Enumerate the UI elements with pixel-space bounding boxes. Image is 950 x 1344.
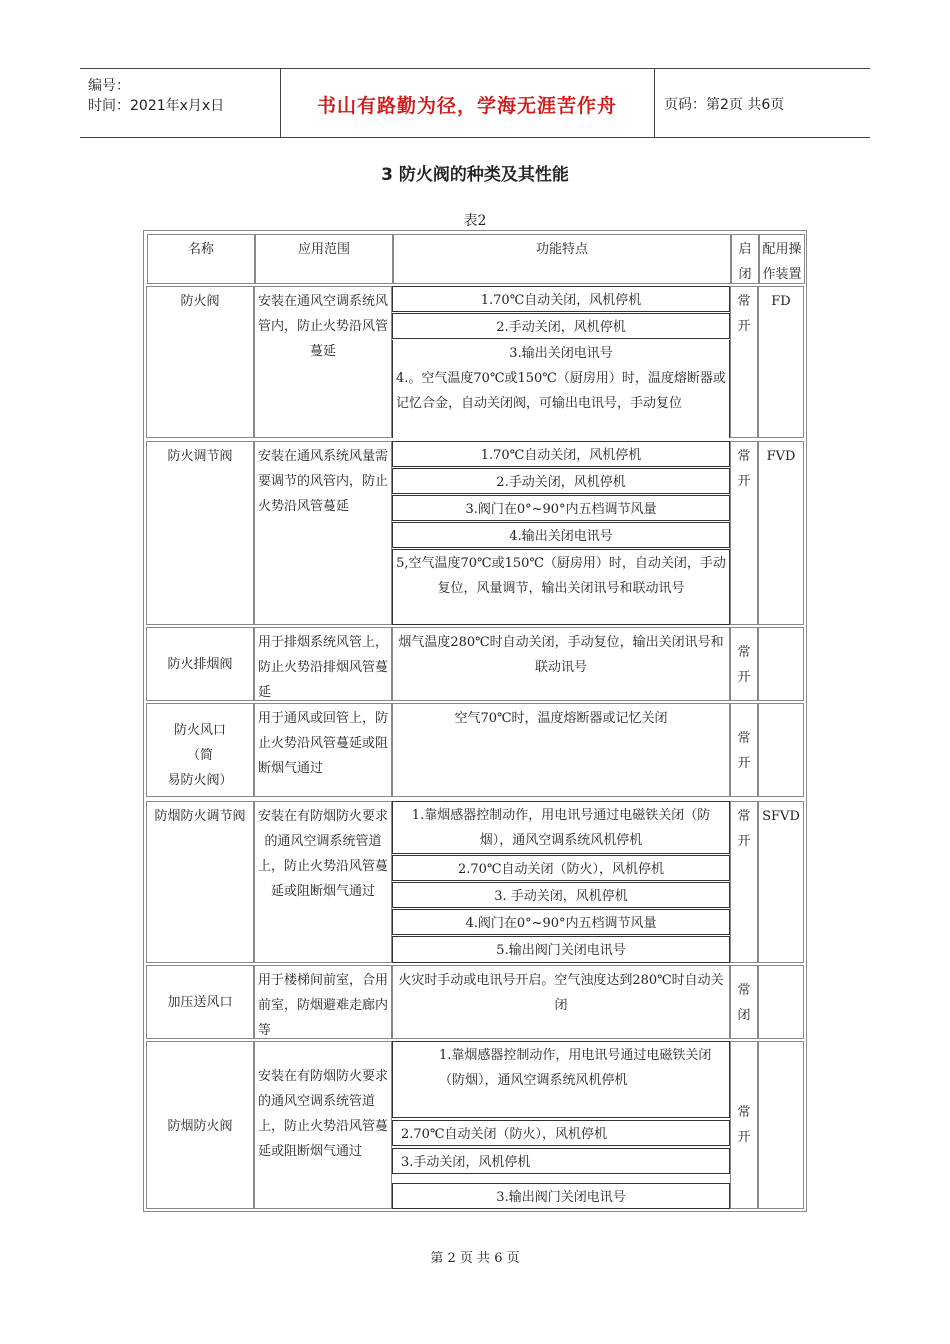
feature-item: 5.输出阀门关闭电讯号 xyxy=(392,936,730,963)
col-header-name: 名称 xyxy=(147,234,255,284)
col-header-features: 功能特点 xyxy=(393,234,731,284)
feature-item: 4.阀门在0°~90°内五档调节风量 xyxy=(392,909,730,935)
feature-item xyxy=(392,340,730,438)
feature-text: 4.。空气温度70℃或150℃（厨房用）时，温度熔断器或记忆合金，自动关闭阀，可输出电讯号，手动复位 xyxy=(396,371,726,411)
table-caption: 表2 xyxy=(463,213,487,229)
page-footer: 第 2 页 共 6 页 xyxy=(430,1251,520,1266)
page-header xyxy=(80,68,870,138)
table-row-device xyxy=(758,627,804,701)
table-row-features: 火灾时手动或电讯号开启。空气浊度达到280℃时自动关闭 xyxy=(392,965,730,1039)
table-row-name: 加压送风口 xyxy=(146,965,254,1039)
table-row-state: 常开 xyxy=(730,441,758,625)
table-row-device: FD xyxy=(758,286,804,438)
table-row-state: 常开 xyxy=(730,286,758,438)
table-row-device: FVD xyxy=(758,441,804,625)
table-row-scope: 用于排烟系统风管上，防止火势沿排烟风管蔓延 xyxy=(254,627,392,701)
number-label: 编号： xyxy=(88,78,130,94)
table-row-features: 烟气温度280℃时自动关闭，手动复位，输出关闭讯号和联动讯号 xyxy=(392,627,730,701)
feature-item: 3. 手动关闭，风机停机 xyxy=(392,882,730,908)
feature-item: 5,空气温度70℃或150℃（厨房用）时，自动关闭，手动复位，风量调节，输出关闭讯号和联动讯号 xyxy=(392,549,730,625)
table-row-name: 防火调节阀 xyxy=(146,441,254,625)
section-title: 3 防火阀的种类及其性能 xyxy=(381,165,569,185)
table-row-name: 防火排烟阀 xyxy=(146,627,254,701)
table-row-features: 空气70℃时，温度熔断器或记忆关闭 xyxy=(392,703,730,797)
col-header-device: 配用操作装置 xyxy=(759,234,805,284)
feature-item: 2.手动关闭，风机停机 xyxy=(392,313,730,339)
table-row-state: 常开 xyxy=(730,1041,758,1209)
col-header-scope: 应用范围 xyxy=(255,234,393,284)
feature-item: 2.手动关闭，风机停机 xyxy=(392,468,730,494)
feature-item: 1.70℃自动关闭，风机停机 xyxy=(392,441,730,467)
feature-text: 3.输出关闭电讯号 xyxy=(509,346,613,361)
feature-item: 3.手动关闭，风机停机 xyxy=(392,1148,730,1174)
table-row-state: 常开 xyxy=(730,703,758,797)
table-row-scope: 安装在有防烟防火要求的通风空调系统管道上，防止火势沿风管蔓延或阻断烟气通过 xyxy=(254,1041,392,1209)
name-line: 防火风口 xyxy=(173,723,226,738)
name-line: （简 xyxy=(186,748,213,763)
header-page-cell xyxy=(654,69,870,137)
table-row-device xyxy=(758,1041,804,1209)
feature-item: 4.输出关闭电讯号 xyxy=(392,522,730,548)
header-motto-cell xyxy=(280,69,655,137)
time-label: 时间：2021年x月x日 xyxy=(88,98,225,114)
table-row-name: 防火阀 xyxy=(146,286,254,438)
table-row-state: 常闭 xyxy=(730,965,758,1039)
table-row-name: 防烟防火阀 xyxy=(146,1041,254,1209)
feature-item: 3.阀门在0°~90°内五档调节风量 xyxy=(392,495,730,521)
name-line: 易防火阀） xyxy=(167,773,233,788)
table-row-device xyxy=(758,703,804,797)
table-row-state: 常开 xyxy=(730,801,758,963)
motto: 书山有路勤为径，学海无涯苦作舟 xyxy=(316,95,617,117)
col-header-state: 启闭 xyxy=(731,234,759,284)
table-row-device xyxy=(758,965,804,1039)
feature-item: 1.70℃自动关闭，风机停机 xyxy=(392,286,730,312)
table-row-name xyxy=(146,703,254,797)
feature-item: 2.70℃自动关闭（防火），风机停机 xyxy=(392,855,730,881)
table-row-scope: 安装在通风系统风量需要调节的风管内，防止火势沿风管蔓延 xyxy=(254,441,392,625)
table-row-state: 常开 xyxy=(730,627,758,701)
table-row-device: SFVD xyxy=(758,801,804,963)
table-row-scope: 用于楼梯间前室，合用前室，防烟避难走廊内等 xyxy=(254,965,392,1039)
feature-item: 1.靠烟感器控制动作，用电讯号通过电磁铁关闭（防烟），通风空调系统风机停机 xyxy=(392,801,730,854)
page-info: 页码：第2页 共6页 xyxy=(664,97,785,113)
table-row-scope: 安装在有防烟防火要求的通风空调系统管道上，防止火势沿风管蔓延或阻断烟气通过 xyxy=(254,801,392,963)
feature-item: 2.70℃自动关闭（防火），风机停机 xyxy=(392,1120,730,1146)
feature-item: 3.输出阀门关闭电讯号 xyxy=(392,1183,730,1209)
table-row-scope: 用于通风或回管上，防止火势沿风管蔓延或阻断烟气通过 xyxy=(254,703,392,797)
feature-item: 1.靠烟感器控制动作，用电讯号通过电磁铁关闭（防烟），通风空调系统风机停机 xyxy=(392,1041,730,1118)
table-row-scope: 安装在通风空调系统风管内，防止火势沿风管蔓延 xyxy=(254,286,392,438)
table-row-name: 防烟防火调节阀 xyxy=(146,801,254,963)
header-meta xyxy=(80,69,281,137)
